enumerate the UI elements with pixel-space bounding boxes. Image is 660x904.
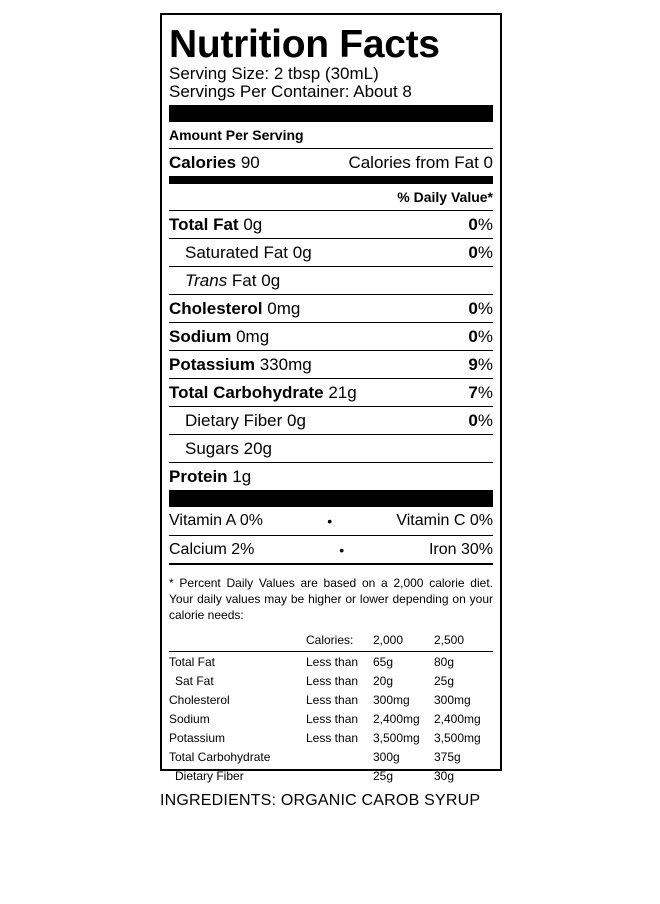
daily-values-cell: 2,000 (373, 629, 434, 652)
nutrient-row (169, 434, 493, 462)
nutrient-label: Sodium (169, 326, 232, 346)
nutrient-row (169, 350, 493, 378)
nutrient-label: Total Carbohydrate (169, 382, 324, 402)
nutrient-amount: 330mg (259, 354, 312, 374)
medium-divider (169, 176, 493, 184)
daily-values-cell: Sat Fat (175, 673, 214, 688)
daily-values-cell: Less than (306, 654, 359, 669)
servings-per-container: Servings Per Container: About 8 (169, 82, 412, 101)
daily-values-row (169, 652, 493, 672)
daily-values-cell: Dietary Fiber (175, 768, 244, 783)
percent-sign: % (477, 326, 493, 346)
daily-values-cell: 2,400mg (434, 711, 481, 726)
thick-divider (169, 105, 493, 122)
nutrient-label: Total Fat (169, 214, 239, 234)
daily-value-number: 0 (468, 242, 478, 262)
nutrient-amount: 0mg (267, 298, 301, 318)
vitamin-row (169, 507, 493, 535)
daily-values-table (169, 629, 493, 785)
nutrient-row (169, 322, 493, 350)
nutrient-label-rest: Fat (227, 270, 257, 290)
daily-values-cell: 25g (373, 768, 394, 783)
daily-values-row (169, 671, 493, 690)
vitamin-right: Iron 30% (428, 540, 493, 558)
daily-values-row (169, 747, 493, 766)
nutrient-daily-value (468, 411, 493, 431)
nutrient-label: Sugars (185, 438, 239, 458)
nutrient-row (169, 238, 493, 266)
daily-value-number: 0 (468, 410, 478, 430)
daily-values-row (169, 766, 493, 785)
percent-sign: % (477, 214, 493, 234)
daily-values-cell: 375g (434, 749, 461, 764)
calories-label: Calories (169, 152, 237, 172)
nutrient-amount: 21g (328, 382, 357, 402)
nutrient-row (169, 462, 493, 490)
daily-values-row (169, 629, 493, 652)
nutrient-amount: 0g (287, 410, 306, 430)
nutrient-row (169, 210, 493, 238)
daily-values-cell: 2,500 (434, 629, 493, 652)
nutrient-amount: 0g (292, 242, 312, 262)
ingredients: INGREDIENTS: ORGANIC CAROB SYRUP (160, 792, 481, 809)
nutrition-label (160, 13, 502, 783)
daily-value-number: 0 (468, 298, 478, 318)
daily-values-cell: Less than (306, 692, 359, 707)
daily-values-cell: 300g (373, 749, 400, 764)
nutrient-daily-value (468, 299, 493, 319)
nutrient-amount: 0g (243, 214, 263, 234)
nutrient-daily-value (468, 243, 493, 263)
daily-values-cell: Potassium (169, 730, 226, 745)
footnote-text: * Percent Daily Values are based on a 2,000 calorie diet. Your daily values may be higher or lower depending on your calorie needs: (169, 576, 493, 622)
daily-value-number: 0 (468, 326, 478, 346)
daily-value-number: 9 (468, 354, 478, 374)
nutrient-label: Potassium (169, 354, 255, 374)
daily-values-cell: 3,500mg (373, 730, 420, 745)
daily-values-cell: 300mg (373, 692, 410, 707)
daily-value-number: 0 (468, 214, 478, 234)
nutrient-label: Dietary Fiber (185, 410, 283, 430)
daily-values-cell: Less than (306, 711, 359, 726)
daily-values-cell: Calories: (306, 629, 373, 652)
percent-sign: % (477, 382, 493, 402)
nutrient-label: Trans (185, 270, 228, 290)
nutrient-label: Cholesterol (169, 298, 263, 318)
daily-values-cell (306, 766, 373, 785)
daily-values-cell (306, 747, 373, 766)
daily-values-cell: Less than (306, 673, 359, 688)
daily-values-cell: 300mg (434, 692, 471, 707)
nutrient-row (169, 406, 493, 434)
nutrient-daily-value (468, 355, 493, 375)
nutrient-daily-value (468, 215, 493, 235)
vitamin-row (169, 535, 493, 563)
label-title: Nutrition Facts (169, 23, 440, 66)
nutrient-amount: 20g (243, 438, 272, 458)
vitamin-left: Vitamin A 0% (169, 512, 263, 529)
daily-values-cell: Cholesterol (169, 692, 230, 707)
daily-values-cell: 3,500mg (434, 730, 481, 745)
nutrient-row (169, 294, 493, 322)
daily-values-cell: Total Fat (169, 654, 216, 669)
nutrient-label: Protein (169, 466, 228, 486)
percent-sign: % (477, 410, 493, 430)
daily-values-cell: 80g (434, 654, 455, 669)
nutrient-amount: 0g (261, 270, 281, 290)
nutrient-label: Saturated Fat (185, 242, 289, 262)
daily-values-cell: 65g (373, 654, 394, 669)
nutrient-amount: 1g (232, 466, 252, 486)
vitamin-list (169, 507, 493, 563)
thick-divider-vitamins (169, 490, 493, 507)
daily-values-cell: 20g (373, 673, 394, 688)
daily-values-cell: Total Carbohydrate (169, 749, 271, 764)
daily-values-row (169, 690, 493, 709)
vitamin-left: Calcium 2% (169, 540, 255, 558)
calories-from-fat: Calories from Fat 0 (348, 152, 493, 172)
daily-value-header: % Daily Value* (397, 189, 493, 205)
bullet-separator: • (339, 541, 345, 558)
calories-value: 90 (240, 152, 260, 172)
vitamin-right: Vitamin C 0% (396, 512, 493, 529)
serving-size: Serving Size: 2 tbsp (30mL) (169, 64, 379, 83)
percent-sign: % (477, 242, 493, 262)
daily-value-number: 7 (468, 382, 478, 402)
percent-sign: % (477, 298, 493, 318)
calories-row (169, 148, 493, 176)
daily-values-row (169, 728, 493, 747)
nutrient-amount: 0mg (236, 326, 270, 346)
daily-values-cell: 2,400mg (373, 711, 420, 726)
daily-values-cell: Less than (306, 730, 359, 745)
nutrient-daily-value (468, 383, 493, 403)
footnote-section (169, 563, 493, 785)
daily-values-cell: Sodium (169, 711, 210, 726)
bullet-separator: • (327, 513, 333, 529)
daily-values-cell (169, 629, 306, 652)
daily-values-row (169, 709, 493, 728)
daily-values-cell: 25g (434, 673, 455, 688)
daily-values-cell: 30g (434, 768, 455, 783)
nutrient-daily-value (468, 327, 493, 347)
nutrient-row (169, 378, 493, 406)
nutrient-list (169, 210, 493, 490)
percent-sign: % (477, 354, 493, 374)
amount-per-serving: Amount Per Serving (169, 127, 304, 143)
nutrient-row (169, 266, 493, 294)
